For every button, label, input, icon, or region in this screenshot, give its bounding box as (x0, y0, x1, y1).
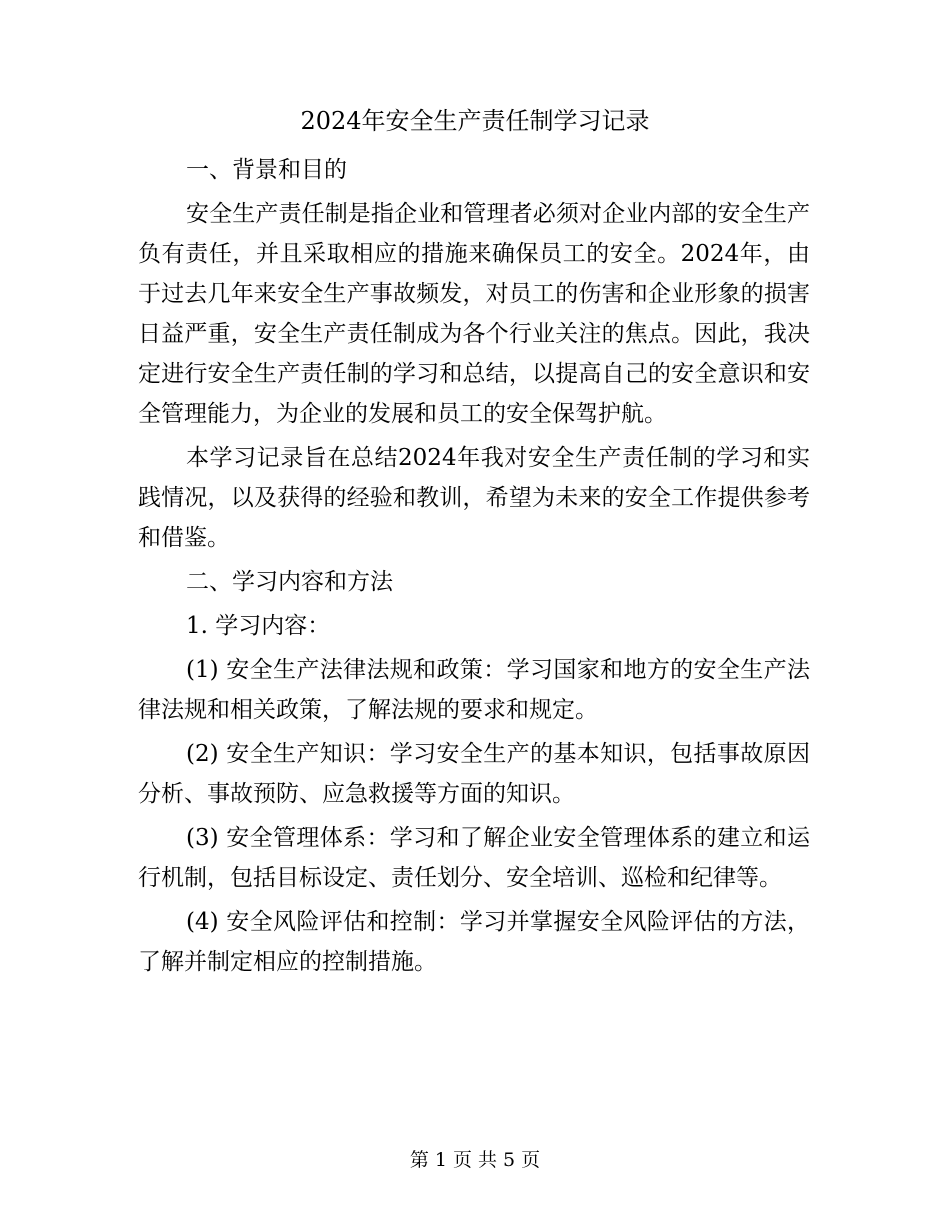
list-item-knowledge: (2) 安全生产知识：学习安全生产的基本知识，包括事故原因分析、事故预防、应急救援等方面的知识。 (138, 741, 810, 807)
document-title: 2024年安全生产责任制学习记录 (300, 107, 650, 135)
paragraph-purpose: 本学习记录旨在总结2024年我对安全生产责任制的学习和实践情况，以及获得的经验和教训，希望为未来的安全工作提供参考和借鉴。 (138, 445, 810, 551)
page-footer: 第 1 页 共 5 页 (409, 1149, 541, 1171)
document-body (138, 150, 810, 986)
paragraph-background: 安全生产责任制是指企业和管理者必须对企业内部的安全生产负有责任，并且采取相应的措施来确保员工的安全。2024年，由于过去几年来安全生产事故频发，对员工的伤害和企业形象的损害日益严重，安全生产责任制成为各个行业关注的焦点。因此，我决定进行安全生产责任制的学习和总结，以提高自己的安全意识和安全管理能力，为企业的发展和员工的安全保驾护航。 (138, 201, 810, 427)
list-item-management-system: (3) 安全管理体系：学习和了解企业安全管理体系的建立和运行机制，包括目标设定、责任划分、安全培训、巡检和纪律等。 (138, 825, 810, 891)
section-heading-background: 一、背景和目的 (186, 157, 347, 183)
list-item-laws: (1) 安全生产法律法规和政策：学习国家和地方的安全生产法律法规和相关政策，了解法规的要求和规定。 (138, 657, 810, 723)
section-heading-content-methods: 二、学习内容和方法 (186, 569, 393, 595)
list-item-risk-assessment: (4) 安全风险评估和控制：学习并掌握安全风险评估的方法，了解并制定相应的控制措施。 (138, 909, 810, 975)
subheading-study-content: 1. 学习内容： (186, 613, 331, 639)
